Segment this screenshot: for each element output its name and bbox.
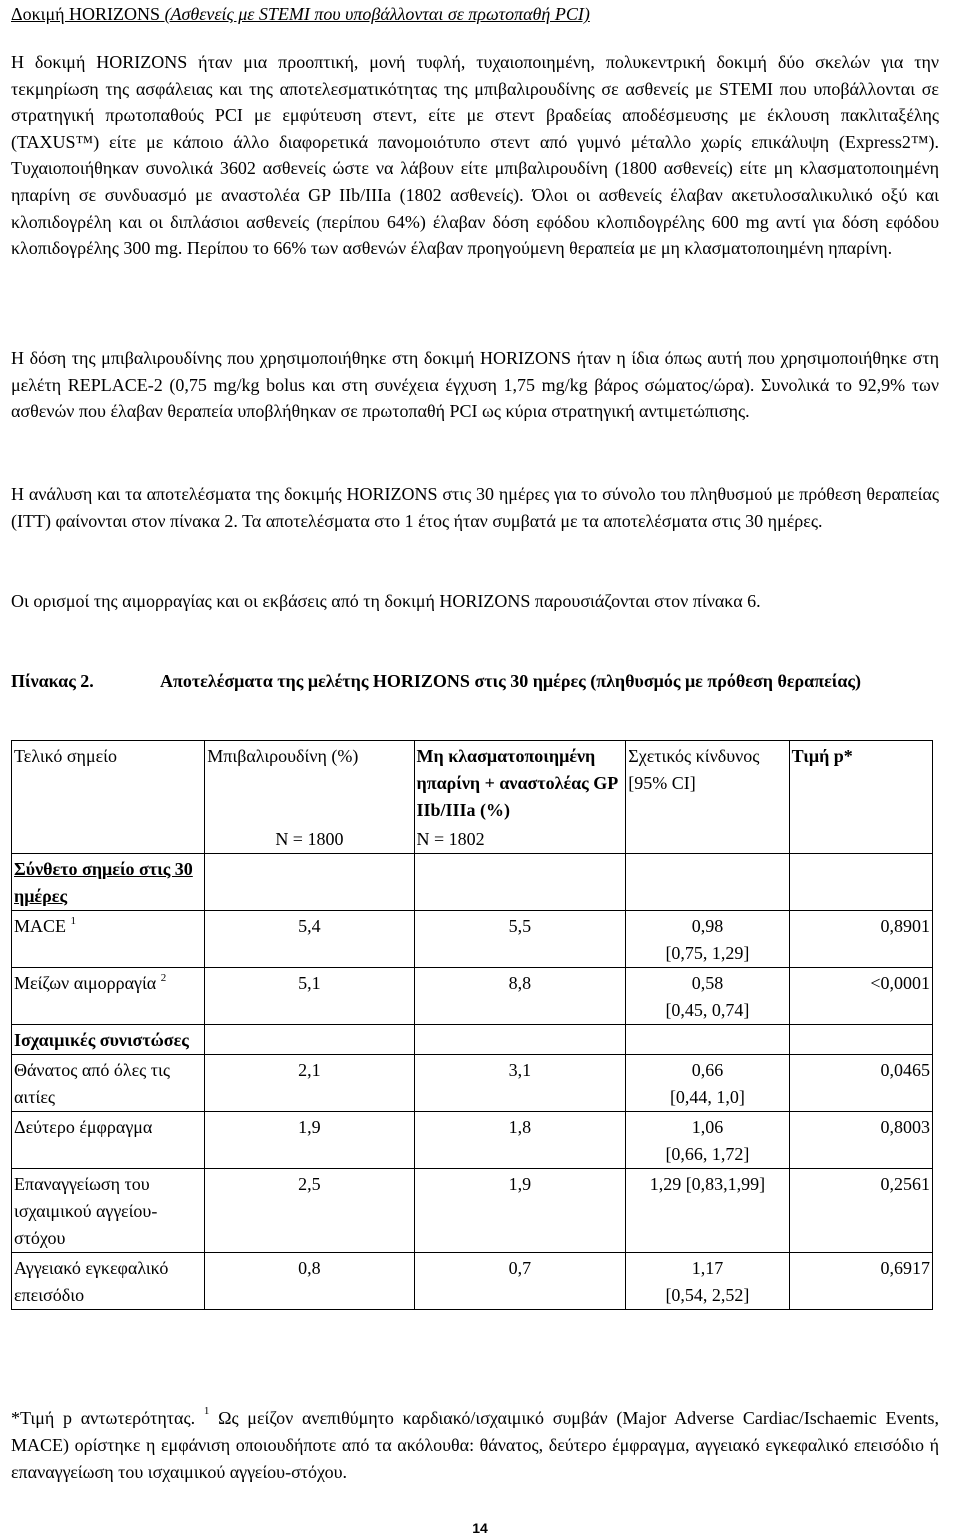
n-bivalirudin: N = 1800: [205, 824, 414, 854]
paragraph-study-design: Η δοκιμή HORIZONS ήταν μια προοπτική, μονή τυφλή, τυχαιοποιημένη, πολυκεντρική δοκιμή δύο σκελών για την τεκμηρίωση της ασφάλειας και της αποτελεσματικότητας της μπιβαλιρουδίνης σε ασθενείς με STEMI που υποβάλλονται σε στρατηγική πρωτοπαθούς PCI με εμφύτευση στεντ, είτε με στεντ βραδείας αποδέσμευσης με έκλουση πακλιταξέλης (TAXUS™) είτε με κάποιο άλλο διαφορετικά πανομοιότυπο στεντ από γυμνό μέταλλο χωρίς επικάλυψη (Express2™). Τυχαιοποιήθηκαν συνολικά 3602 ασθενείς ώστε να λάβουν είτε μπιβαλιρουδίνη (1800 ασθενείς) είτε μη κλασματοποιημένη ηπαρίνη σε συνδυασμό με αναστολέα GP IIb/IIIa (1802 ασθενείς). Όλοι οι ασθενείς έλαβαν ακετυλοσαλικυλικό οξύ και κλοπιδογρέλη και οι διπλάσιοι ασθενείς (περίπου 64%) έλαβαν δόση εφόδου κλοπιδογρέλης 600 mg αντί για δόση εφόδου κλοπιδογρέλης 300 mg. Περίπου το 66% των ασθενών έλαβαν προηγούμενη θεραπεία με μη κλασματοποιημένη ηπαρίνη.: [11, 52, 939, 259]
page-number: 14: [472, 1520, 488, 1536]
bivalirudin-cell: 1,9: [205, 1112, 414, 1169]
header-endpoint: Τελικό σημείο: [12, 741, 205, 825]
heparin-cell: 5,5: [414, 911, 626, 968]
table-row: [12, 911, 933, 968]
p-value-cell: 0,2561: [789, 1169, 932, 1253]
endpoint-cell: Δεύτερο έμφραγμα: [12, 1112, 205, 1169]
rr-cell: 0,58 [0,45, 0,74]: [626, 968, 789, 1025]
endpoint-cell: MACE $^1$: [12, 911, 205, 968]
table-row: [12, 1055, 933, 1112]
bivalirudin-cell: 0,8: [205, 1253, 414, 1310]
paragraph-bleeding-definitions: Οι ορισμοί της αιμορραγίας και οι εκβάσεις από τη δοκιμή HORIZONS παρουσιάζονται στον πίνακα 6.: [11, 591, 761, 611]
p-value-cell: 0,8901: [789, 911, 932, 968]
paragraph-analysis: Η ανάλυση και τα αποτελέσματα της δοκιμής HORIZONS στις 30 ημέρες για το σύνολο του πληθυσμού με πρόθεση θεραπείας (ITT) φαίνονται στον πίνακα 2. Τα αποτελέσματα στο 1 έτος ήταν συμβατά με τα αποτελέσματα στις 30 ημέρες.: [11, 484, 939, 531]
rr-cell: 0,66 [0,44, 1,0]: [626, 1055, 789, 1112]
p-value-cell: 0,0465: [789, 1055, 932, 1112]
table-n-row: [12, 824, 933, 854]
endpoint-cell: Επαναγγείωση του ισχαιμικού αγγείου-στόχου: [12, 1169, 205, 1253]
rr-cell: 0,98 [0,75, 1,29]: [626, 911, 789, 968]
header-bivalirudin: Μπιβαλιρουδίνη (%): [205, 741, 414, 825]
paragraph-dosing: Η δόση της μπιβαλιρουδίνης που χρησιμοποιήθηκε στη δοκιμή HORIZONS ήταν η ίδια όπως αυτή που χρησιμοποιήθηκε στη μελέτη REPLACE-2 (0,75 mg/kg bolus και στη συνέχεια έγχυση 1,75 mg/kg βάρος σώματος/ώρα). Συνολικά το 92,9% των ασθενών που έλαβαν θεραπεία υποβλήθηκαν σε πρωτοπαθή PCI ως κύρια στρατηγική αντιμετώπισης.: [11, 348, 939, 422]
endpoint-cell: Θάνατος από όλες τις αιτίες: [12, 1055, 205, 1112]
heparin-cell: 3,1: [414, 1055, 626, 1112]
bivalirudin-cell: 5,1: [205, 968, 414, 1025]
table-section-row: [12, 854, 933, 911]
rr-cell: 1,06 [0,66, 1,72]: [626, 1112, 789, 1169]
n-heparin: N = 1802: [414, 824, 626, 854]
p-value-cell: 0,6917: [789, 1253, 932, 1310]
p-value-cell: <0,0001: [789, 968, 932, 1025]
table-title: Αποτελέσματα της μελέτης HORIZONS στις 30 ημέρες (πληθυσμός με πρόθεση θεραπείας): [160, 671, 861, 691]
section-ischemic: Ισχαιμικές συνιστώσες: [12, 1025, 205, 1055]
p-value-cell: 0,8003: [789, 1112, 932, 1169]
results-table: [11, 740, 933, 1310]
heparin-cell: 0,7: [414, 1253, 626, 1310]
table-row: [12, 1169, 933, 1253]
endpoint-cell: Αγγειακό εγκεφαλικό επεισόδιο: [12, 1253, 205, 1310]
p-value-note: *Τιμή p αντωτερότητας.: [11, 1408, 196, 1428]
footnote: [11, 1405, 939, 1486]
table-header-row: [12, 741, 933, 825]
table-row: [12, 1112, 933, 1169]
bivalirudin-cell: 2,5: [205, 1169, 414, 1253]
rr-cell: 1,29 [0,83,1,99]: [626, 1169, 789, 1253]
title-subtitle: (Ασθενείς με STEMI που υποβάλλονται σε πρωτοπαθή PCI): [164, 4, 590, 24]
table-section-row: [12, 1025, 933, 1055]
heparin-cell: 1,9: [414, 1169, 626, 1253]
section-composite: Σύνθετο σημείο στις 30 ημέρες: [12, 854, 205, 911]
title-main: Δοκιμή HORIZONS: [11, 4, 161, 24]
heparin-cell: 1,8: [414, 1112, 626, 1169]
bivalirudin-cell: 2,1: [205, 1055, 414, 1112]
table-number: Πίνακας 2.: [11, 671, 94, 691]
header-p-value: Τιμή p*: [789, 741, 932, 825]
rr-cell: 1,17 [0,54, 2,52]: [626, 1253, 789, 1310]
header-relative-risk: Σχετικός κίνδυνος [95% CI]: [626, 741, 789, 825]
endpoint-cell: Μείζων αιμορραγία $^2$: [12, 968, 205, 1025]
footnote-text: Ως μείζον ανεπιθύμητο καρδιακό/ισχαιμικό συμβάν (Major Adverse Cardiac/Ischaemic Events, MACE) ορίστηκε η εμφάνιση οποιουδήποτε από τα ακόλουθα: θάνατος, δεύτερο έμφραγμα, αγγειακό εγκεφαλικό επεισόδιο ή επαναγγείωση του ισχαιμικού αγγείου-στόχου.: [11, 1408, 939, 1482]
table-row: [12, 968, 933, 1025]
section-title: [11, 4, 590, 25]
header-heparin: Μη κλασματοποιημένη ηπαρίνη + αναστολέας GP IIb/IIIa (%): [414, 741, 626, 825]
table-row: [12, 1253, 933, 1310]
footnote-marker: 1: [203, 1405, 210, 1417]
heparin-cell: 8,8: [414, 968, 626, 1025]
bivalirudin-cell: 5,4: [205, 911, 414, 968]
